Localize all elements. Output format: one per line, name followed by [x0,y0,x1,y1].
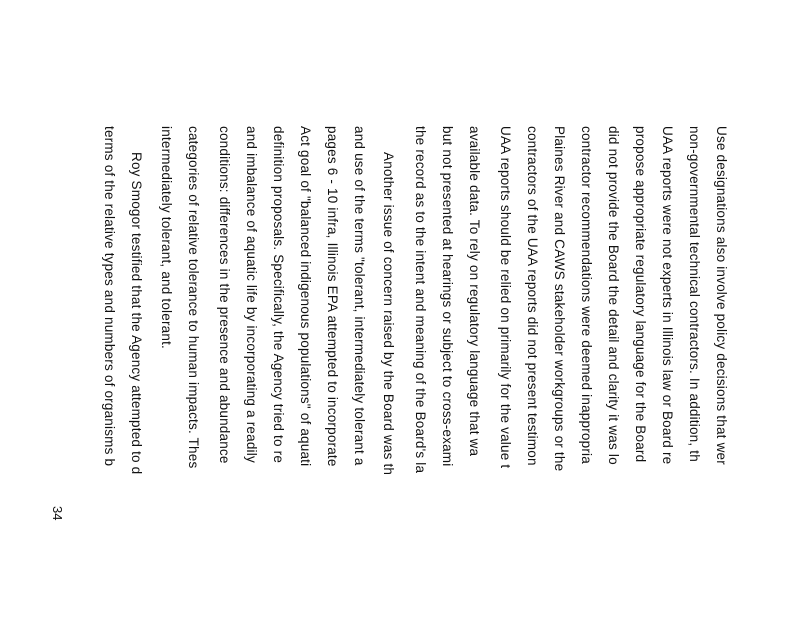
text-line: Use designations also involve policy decisions that wer [714,126,729,465]
text-line: non-governmental technical contractors. In addition, th [687,126,702,462]
text-line: and imbalance of aquatic life by incorporating a readily [244,126,259,463]
text-line: Act goal of "balanced indigenous populations" of aquati [298,126,313,467]
text-line: available data. To rely on regulatory language that wa [467,126,482,457]
text-line: the record as to the intent and meaning of the Board's la [413,126,428,474]
text-line: intermediately tolerant, and tolerant. [159,126,174,349]
text-line: pages 6 - 10 infra, Illinois EPA attempted to incorporate [325,126,340,467]
text-line: Another issue of concern raised by the Board was th [381,152,396,476]
text-line: definition proposals. Specifically, the Agency tried to re [271,126,286,464]
text-line: UAA reports should be relied on primarily for the value t [498,126,513,469]
text-line: and use of the terms "tolerant, intermediately tolerant a [352,126,367,466]
text-line: propose appropriate regulatory language for the Board [633,126,648,463]
text-line: categories of relative tolerance to human impacts. Thes [186,126,201,469]
text-line: terms of the relative types and numbers of organisms b [102,126,117,467]
text-line: contractor recommendations were deemed inappropria [579,126,594,464]
text-line: did not provide the Board the detail and clarity it was lo [606,126,621,465]
text-line: Plaines River and CAWS stakeholder workgroups or the [552,126,567,472]
text-line: but not presented at hearings or subject to cross-exami [440,126,455,467]
page-number: 34 [50,506,65,521]
text-line: contractors of the UAA reports did not present testimon [525,126,540,466]
text-line: Roy Smogor testified that the Agency attempted to d [129,152,144,475]
text-line: conditions: differences in the presence and abundance [217,126,232,464]
text-line: UAA reports were not experts in Illinois law or Board re [660,126,675,465]
